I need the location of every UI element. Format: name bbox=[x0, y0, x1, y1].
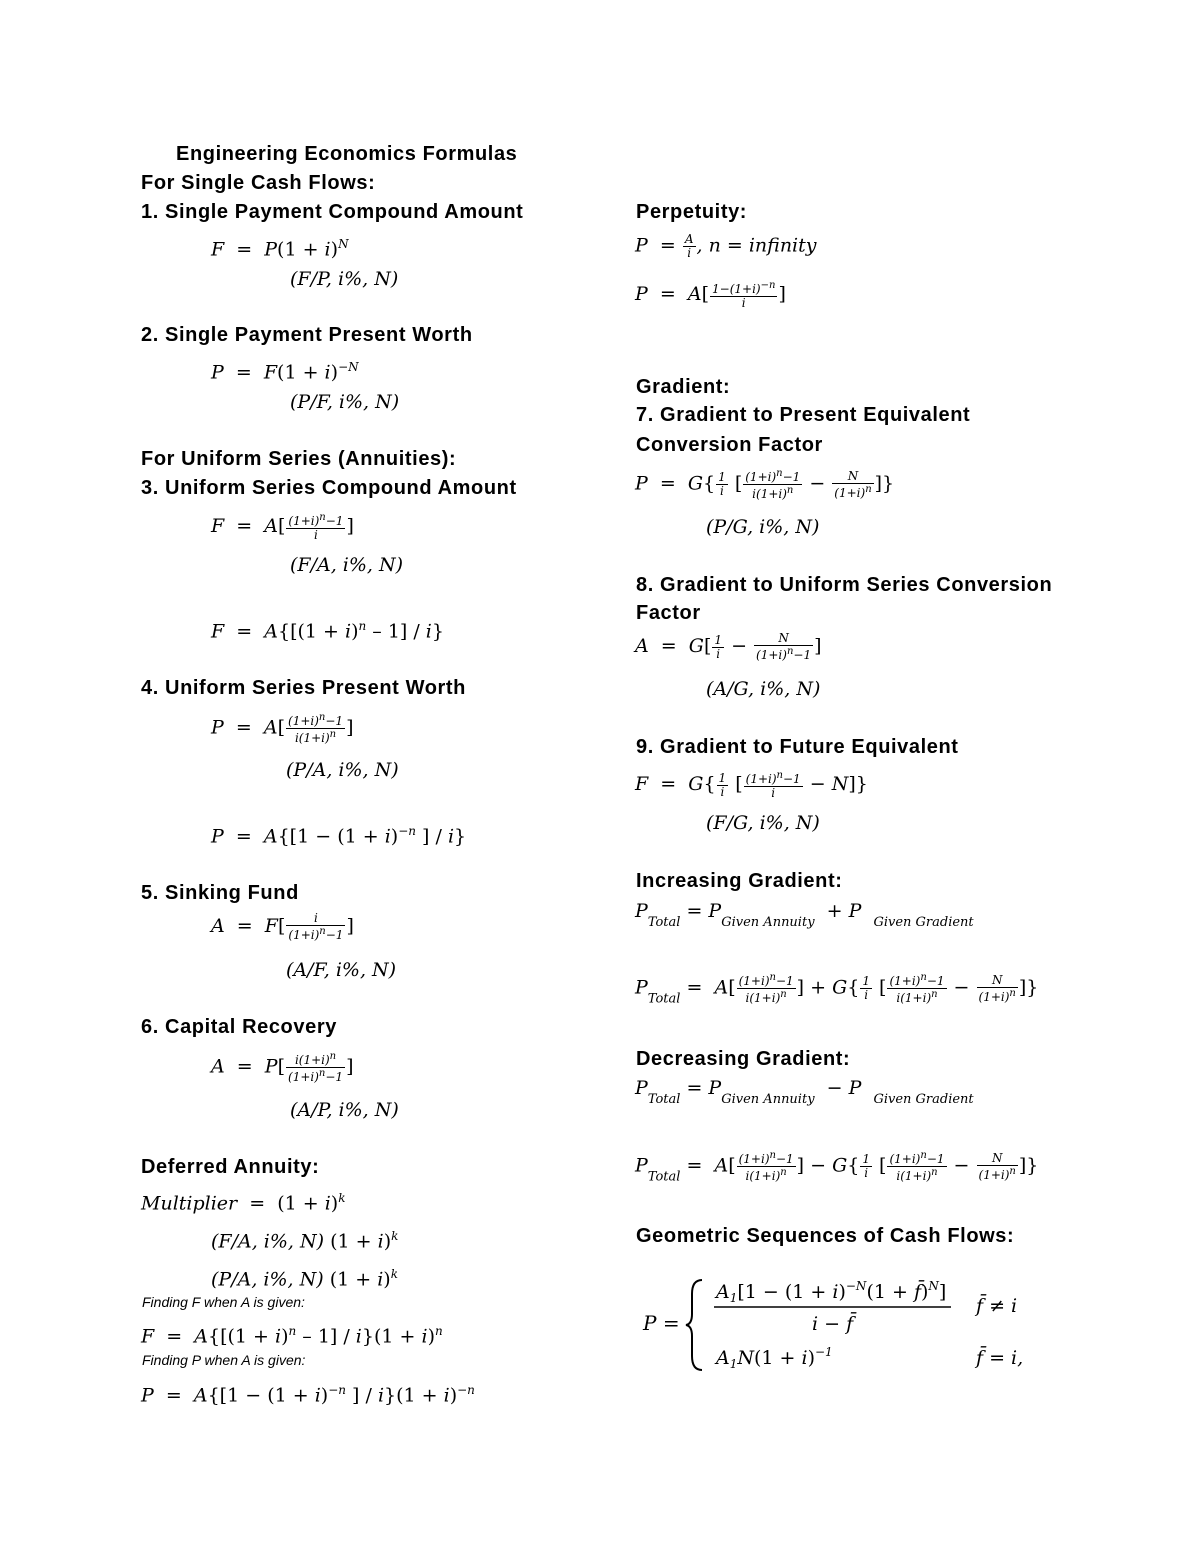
heading-deferred-annuity: Deferred Annuity: bbox=[141, 1156, 320, 1178]
formula-single-present: $P = F(1 + i)^{-N}$ bbox=[211, 360, 359, 384]
heading-single-payment-present: 2. Single Payment Present Worth bbox=[141, 324, 473, 346]
formula-uniform-compound-alt: $F = A\{[(1 + i)^n - 1] / i\}$ bbox=[211, 619, 444, 643]
infinity-label: n = infinity bbox=[708, 234, 817, 257]
svg-text:A1[1 − (1 + i)−N(1 + f̄)N]: $A_1[1 - (1 + i)^{-N}(1$ + f̄)$^N$] bbox=[716, 1279, 947, 1305]
heading-geometric: Geometric Sequences of Cash Flows: bbox=[636, 1225, 1015, 1247]
formula-perpetuity-alt: P = A[ $\frac{1-(1+i)^{-n}}{i}$ ] bbox=[635, 280, 786, 311]
heading-gradient-uniform-2: Factor bbox=[636, 602, 701, 624]
formula-gradient-future: F = G{ $\frac{1}{i}$ [ $\frac{(1+i)^n-1}{i}$ − N]} bbox=[635, 770, 868, 801]
factor-af: (A/F, i%, N) bbox=[286, 959, 397, 981]
factor-fg: (F/G, i%, N) bbox=[706, 812, 820, 834]
geometric-case-1: f̄ ≠ i bbox=[976, 1295, 1018, 1317]
heading-decreasing-gradient: Decreasing Gradient: bbox=[636, 1048, 851, 1070]
sub-total-3: Total bbox=[647, 1092, 681, 1107]
heading-uniform-series: For Uniform Series (Annuities): bbox=[141, 448, 457, 470]
page-title: Engineering Economics Formulas bbox=[176, 143, 518, 165]
factor-ap: (A/P, i%, N) bbox=[290, 1099, 399, 1121]
heading-capital-recovery: 6. Capital Recovery bbox=[141, 1016, 337, 1038]
formula-uniform-present: P = A[ $\frac{(1+i)^n-1}{i(1+i)^n}$ ] bbox=[211, 712, 354, 746]
formula-multiplier: Multiplier = $(1 + i)^k$ bbox=[141, 1191, 346, 1215]
heading-gradient-present-1: 7. Gradient to Present Equivalent bbox=[636, 404, 971, 426]
factor-pg: (P/G, i%, N) bbox=[706, 516, 820, 538]
factor-pa: (P/A, i%, N) bbox=[286, 759, 399, 781]
formula-deferred-f: $F = A\{[(1 + i)^n - 1] / i\}(1 + i)^n$ bbox=[141, 1324, 443, 1348]
sub-total-1: Total bbox=[647, 915, 681, 930]
formula-geometric-sequence bbox=[640, 1272, 1060, 1378]
factor-fa-deferred: (F/A, i%, N) bbox=[211, 1230, 325, 1253]
factor-ag: (A/G, i%, N) bbox=[706, 678, 821, 700]
heading-perpetuity: Perpetuity: bbox=[636, 201, 748, 223]
sub-total-4: Total bbox=[647, 1169, 681, 1185]
formula-deferred-pa: (P/A, i%, N) $(1 + i)^k$ bbox=[211, 1267, 398, 1291]
heading-gradient-future: 9. Gradient to Future Equivalent bbox=[636, 736, 959, 758]
svg-text:i − f̄: i − f̄ bbox=[812, 1313, 854, 1335]
heading-gradient-present-2: Conversion Factor bbox=[636, 434, 823, 456]
formula-sinking-fund: A = F[ $\frac{i}{(1+i)^n-1}$ ] bbox=[211, 911, 354, 943]
factor-pa-deferred: (P/A, i%, N) bbox=[211, 1268, 324, 1291]
sub-total-2: Total bbox=[647, 991, 681, 1007]
sub-given-gradient-1: Given Gradient bbox=[873, 915, 974, 930]
heading-uniform-compound: 3. Uniform Series Compound Amount bbox=[141, 477, 517, 499]
formula-uniform-present-alt: $P = A\{[1 - (1 + i)^{-n}$ ] / i} bbox=[211, 824, 467, 848]
note-finding-f: Finding F when A is given: bbox=[142, 1294, 305, 1310]
formula-perpetuity: P = $\frac{A}{i}$ , n = infinity bbox=[635, 232, 817, 261]
formula-increasing-total: $P_{Total} = P_{Given Annuity} + P$ $_{Given Gradient}$ bbox=[635, 900, 974, 930]
note-finding-p: Finding P when A is given: bbox=[142, 1352, 306, 1368]
sub-given-gradient-2: Given Gradient bbox=[873, 1092, 974, 1107]
formula-decreasing-expanded: $P_{Total} = A$[ $\frac{(1+i)^n-1}{i(1+i)^n}$ ] − G{ $\frac{1}{i}$ [ $\frac{(1+i)^n-1}{i(1+i)^n}$ − $\frac{N}{(1+i)^n}$ ]} bbox=[635, 1150, 1039, 1185]
heading-uniform-present: 4. Uniform Series Present Worth bbox=[141, 677, 466, 699]
sub-given-annuity-1: Given Annuity bbox=[721, 915, 815, 930]
svg-text:A1N(1 + i)−1: $A_1N(1 + i)^{-1}$ bbox=[716, 1345, 833, 1371]
formula-deferred-fa: (F/A, i%, N) $(1 + i)^k$ bbox=[211, 1229, 399, 1253]
formula-uniform-compound: F = A[ $\frac{(1+i)^n-1}{i}$ ] bbox=[211, 512, 354, 543]
heading-single-cash-flows: For Single Cash Flows: bbox=[141, 172, 376, 194]
factor-pf: (P/F, i%, N) bbox=[290, 391, 400, 413]
heading-single-payment-compound: 1. Single Payment Compound Amount bbox=[141, 201, 524, 223]
sub-given-annuity-2: Given Annuity bbox=[721, 1092, 815, 1107]
heading-increasing-gradient: Increasing Gradient: bbox=[636, 870, 843, 892]
heading-gradient-uniform-1: 8. Gradient to Uniform Series Conversion bbox=[636, 574, 1053, 596]
formula-increasing-expanded: $P_{Total} = A$[ $\frac{(1+i)^n-1}{i(1+i)^n}$ ] + G{ $\frac{1}{i}$ [ $\frac{(1+i)^n-1}{i(1+i)^n}$ − $\frac{N}{(1+i)^n}$ ]} bbox=[635, 972, 1039, 1007]
multiplier-label: Multiplier bbox=[141, 1192, 238, 1215]
heading-gradient: Gradient: bbox=[636, 376, 731, 398]
svg-text:P =: P = bbox=[643, 1311, 680, 1335]
factor-fa: (F/A, i%, N) bbox=[290, 554, 404, 576]
geometric-case-2: f̄ = i, bbox=[976, 1347, 1024, 1369]
formula-gradient-uniform: A = G[ $\frac{1}{i}$ − $\frac{N}{(1+i)^n-1}$ ] bbox=[635, 631, 822, 663]
heading-sinking-fund: 5. Sinking Fund bbox=[141, 882, 299, 904]
formula-gradient-present: P = G{ $\frac{1}{i}$ [ $\frac{(1+i)^n-1}{i(1+i)^n}$ − $\frac{N}{(1+i)^n}$ ]} bbox=[635, 468, 895, 502]
factor-fp: (F/P, i%, N) bbox=[290, 268, 399, 290]
formula-decreasing-total: $P_{Total} = P_{Given Annuity} - P$ $_{Given Gradient}$ bbox=[635, 1077, 974, 1107]
formula-deferred-p: $P = A\{[1 - (1 + i)^{-n}$ ] / $i\}(1 + i)^{-n}$ bbox=[141, 1383, 475, 1407]
formula-single-compound: $F = P(1 + i)^N$ bbox=[211, 237, 349, 261]
formula-capital-recovery: A = P[ $\frac{i(1+i)^n}{(1+i)^n-1}$ ] bbox=[211, 1051, 354, 1085]
